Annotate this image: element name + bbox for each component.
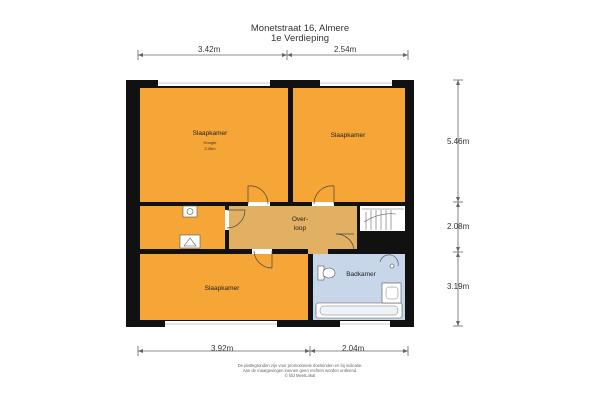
stairwell-floor bbox=[360, 206, 405, 231]
room-label-bathroom: Badkamer bbox=[346, 271, 376, 278]
top-dimension-line bbox=[138, 50, 408, 60]
disclaimer-line-1: De plattegronden zijn voor promotionele doeleinden en bij indicatie. bbox=[237, 363, 363, 368]
dimension-right-middle: 2.08m bbox=[447, 222, 470, 231]
window-bottom-left bbox=[165, 321, 277, 327]
dimension-bottom-right: 2.04m bbox=[342, 344, 365, 353]
window-top-left bbox=[158, 80, 270, 86]
floor-subtitle: 1e Verdieping bbox=[270, 33, 330, 44]
washing-machine-connection bbox=[180, 235, 200, 248]
corridor-opening bbox=[308, 249, 328, 254]
dimension-right-bottom: 3.19m bbox=[447, 282, 470, 291]
room-height-value: 2.45m bbox=[204, 146, 216, 151]
room-label-bedroom-bottom: Slaapkamer bbox=[204, 285, 240, 292]
room-label-bedroom-large: Slaapkamer bbox=[192, 130, 228, 137]
sink bbox=[382, 283, 401, 303]
dimension-bottom-left: 3.92m bbox=[211, 344, 234, 353]
window-top-right bbox=[320, 80, 392, 86]
dimension-right-top: 5.46m bbox=[447, 137, 470, 146]
bedroom-right-floor bbox=[293, 88, 405, 202]
bedroom-large-floor bbox=[140, 88, 288, 202]
room-label-landing-line2: loop bbox=[293, 225, 307, 232]
disclaimer bbox=[0, 363, 600, 378]
address-title: Monetstraat 16, Almere bbox=[250, 23, 350, 34]
window-bottom-right bbox=[340, 321, 390, 327]
disclaimer-line-2: Aan de maatgevingen kunnen geen rechten worden ontleend. bbox=[242, 368, 358, 373]
dimension-top-right: 2.54m bbox=[334, 45, 357, 54]
room-label-bedroom-right: Slaapkamer bbox=[330, 132, 366, 139]
dimension-top-left: 3.42m bbox=[198, 45, 221, 54]
bathtub bbox=[316, 303, 402, 318]
room-height-label: Hoogte bbox=[203, 140, 217, 145]
boiler-unit bbox=[183, 206, 197, 217]
bottom-dimension-line bbox=[138, 346, 408, 356]
disclaimer-line-3: © fdd MeetLokal bbox=[284, 373, 316, 378]
room-label-landing-line1: Over- bbox=[291, 216, 309, 223]
